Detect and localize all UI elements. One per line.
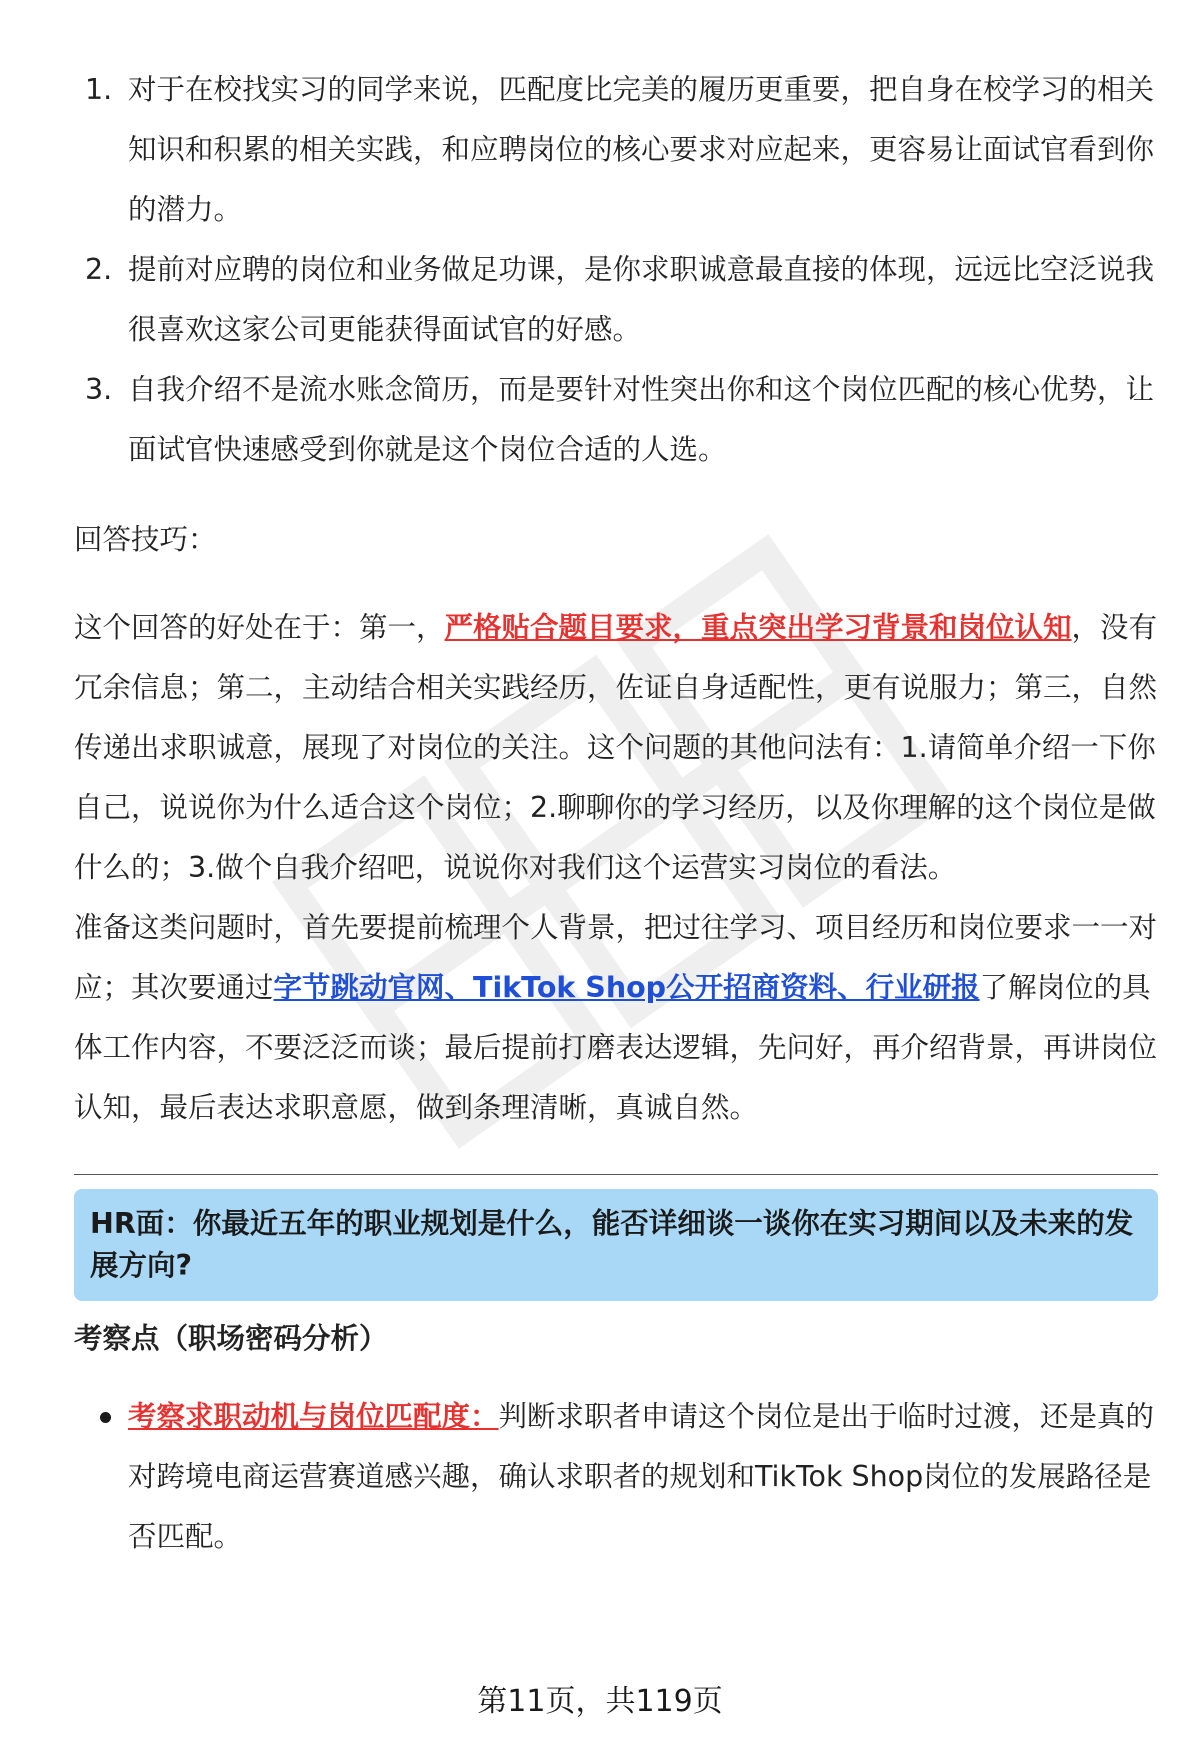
exam-bullet-list [74, 1387, 1158, 1567]
tips-text: 准备这类问题时，首先要提前梳理个人背景，把过往学习、项目经历和岗位要求一一对应；其次要通过 [74, 911, 1158, 1004]
list-item [74, 60, 1158, 240]
list-item [74, 360, 1158, 480]
tips-text: 了解岗位的具体工作内容，不要泛泛而谈；最后提前打磨表达逻辑，先问好，再介绍背景，再讲岗位认知，最后表达求职意愿，做到条理清晰，真诚自然。 [74, 971, 1158, 1124]
list-number: 3. [85, 373, 113, 406]
section-divider [74, 1174, 1158, 1175]
tips-paragraph-1 [74, 598, 1158, 898]
main-content [74, 60, 1158, 1567]
list-item [74, 240, 1158, 360]
tips-paragraph-2 [74, 898, 1158, 1138]
list-item-text: 提前对应聘的岗位和业务做足功课，是你求职诚意最直接的体现，远远比空泛说我很喜欢这家公司更能获得面试官的好感。 [128, 253, 1155, 346]
list-number: 2. [85, 253, 113, 286]
list-number: 1. [85, 73, 113, 106]
list-item [74, 1387, 1158, 1567]
page-footer: 第11页，共119页 [477, 1684, 723, 1719]
highlight-text: 考察求职动机与岗位匹配度： [128, 1400, 499, 1433]
bullet-dot-icon [100, 1412, 111, 1423]
highlight-text: 严格贴合题目要求，重点突出学习背景和岗位认知 [444, 611, 1072, 644]
intro-numbered-list [74, 60, 1158, 480]
tips-heading: 回答技巧： [74, 523, 217, 556]
list-item-text: 判断求职者申请这个岗位是出于临时过渡，还是真的对跨境电商运营赛道感兴趣，确认求职者的规划和TikTok Shop岗位的发展路径是否匹配。 [128, 1400, 1155, 1553]
tips-text: ，没有冗余信息；第二，主动结合相关实践经历，佐证自身适配性，更有说服力；第三，自然传递出求职诚意，展现了对岗位的关注。这个问题的其他问法有：1.请简单介绍一下你自己，说说你为什么适合这个岗位；2.聊聊你的学习经历，以及你理解的这个岗位是做什么的；3.做个自我介绍吧，说说你对我们这个运营实习岗位的看法。 [74, 611, 1158, 884]
tips-text: 这个回答的好处在于：第一， [74, 611, 445, 644]
resource-link[interactable]: 字节跳动官网、TikTok Shop公开招商资料、行业研报 [273, 971, 980, 1004]
list-item-text: 对于在校找实习的同学来说，匹配度比完美的履历更重要，把自身在校学习的相关知识和积累的相关实践，和应聘岗位的核心要求对应起来，更容易让面试官看到你的潜力。 [128, 73, 1155, 226]
list-item-text: 自我介绍不是流水账念简历，而是要针对性突出你和这个岗位匹配的核心优势，让面试官快速感受到你就是这个岗位合适的人选。 [128, 373, 1155, 466]
hr-question-box: HR面：你最近五年的职业规划是什么，能否详细谈一谈你在实习期间以及未来的发展方向? [74, 1189, 1158, 1301]
exam-point-heading: 考察点（职场密码分析） [74, 1322, 388, 1355]
